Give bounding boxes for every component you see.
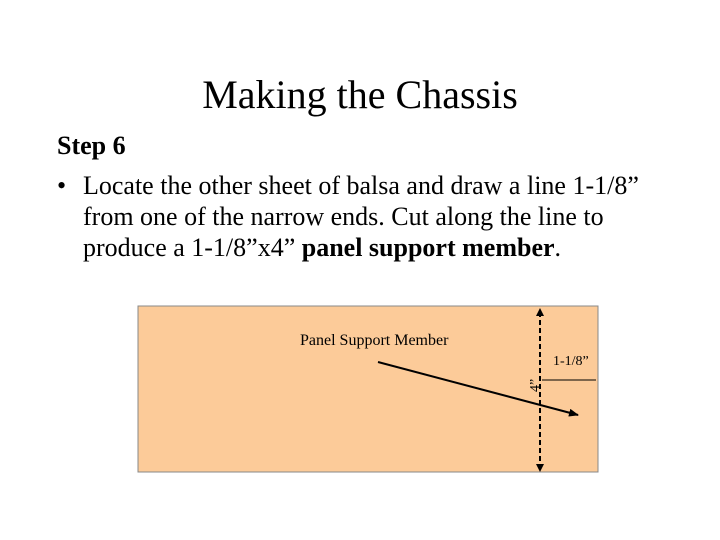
width-label: 1-1/8” [553, 354, 589, 369]
step-heading: Step 6 [57, 131, 126, 160]
bullet-text-part-1: Locate the other sheet of balsa and draw a line 1-1/8” from one of the narrow ends. Cut along the line to produce a 1-1/8”x4” [83, 171, 639, 262]
bullet-symbol: • [57, 171, 67, 200]
slide-title: Making the Chassis [202, 72, 518, 117]
bullet-text-part-2: . [554, 233, 562, 262]
panel-label: Panel Support Member [300, 332, 449, 349]
bullet-bold-term: panel support member [301, 233, 555, 262]
height-label: 4” [528, 378, 543, 392]
